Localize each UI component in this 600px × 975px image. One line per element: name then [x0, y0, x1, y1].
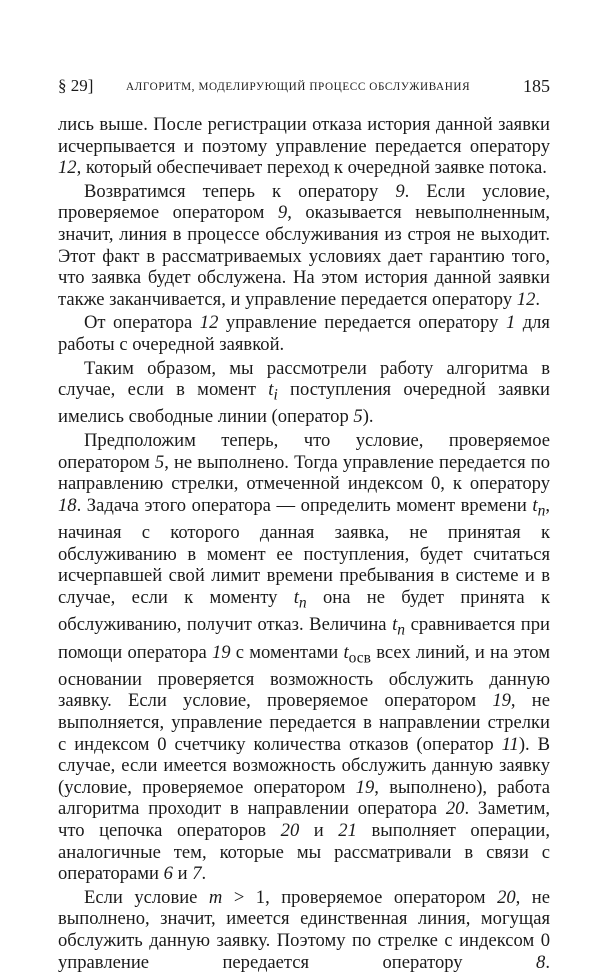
paragraph: Если условие m > 1, проверяемое оператором 20, не выполнено, значит, имеется единственная линия, могущая обслужить данную заявку. Поэтому по стрелке с индексом 0 управление передается оператору 8. [58, 886, 550, 973]
paragraph: лись выше. После регистрации отказа история данной заявки исчерпывается и поэтому управление передается оператору 12, который обеспечивает переход к очередной заявке потока. [58, 114, 550, 179]
paragraph: Таким образом, мы рассмотрели работу алгоритма в случае, если в момент $t_i$ поступления очередной заявки имелись свободные линии (оператор 5). [58, 357, 550, 428]
paragraph: От оператора 12 управление передается оператору 1 для работы с очередной заявкой. [58, 312, 550, 355]
running-head [58, 74, 550, 98]
section-number: § 29] [58, 76, 94, 95]
paragraph: Возвратимся теперь к оператору 9. Если условие, проверяемое оператором 9, оказывается невыполненным, значит, линия в процессе обслуживания из строя не выходит. Этот факт в рассматриваемых условиях дает гарантию того, что заявка будет обслужена. На этом история данной заявки также заканчивается, и управление передается оператору 12. [58, 180, 550, 310]
body-text [58, 114, 550, 975]
page-number: 185 [523, 76, 550, 96]
running-title: АЛГОРИТМ, МОДЕЛИРУЮЩИЙ ПРОЦЕСС ОБСЛУЖИВАНИЯ [126, 81, 471, 93]
paragraph: Предположим теперь, что условие, проверяемое оператором 5, не выполнено. Тогда управление передается по направлению стрелки, отмеченной индексом 0, к оператору 18. Задача этого оператора — определить момент времени $t_n$, начиная с которого данная заявка, не принятая к обслуживанию в момент ее поступления, будет считаться исчерпавшей свой лимит времени пребывания в системе и в случае, если к моменту $t_n$ она не будет принята к обслуживанию, получит отказ. Величина $t_n$ сравнивается при помощи оператора 19 с моментами $t_{осв}$ всех линий, и на этом основании проверяется возможность обслужить данную заявку. Если условие, проверяемое оператором 19, не выполняется, управление передается в направлении стрелки с индексом 0 счетчику количества отказов (оператор 11). В случае, если имеется возможность обслужить данную заявку (условие, проверяемое оператором 19, выполнено), работа алгоритма проходит в направлении оператора 20. Заметим, что цепочка операторов 20 и 21 выполняет операции, аналогичные тем, которые мы рассматривали в связи с операторами 6 и 7. [58, 430, 551, 885]
